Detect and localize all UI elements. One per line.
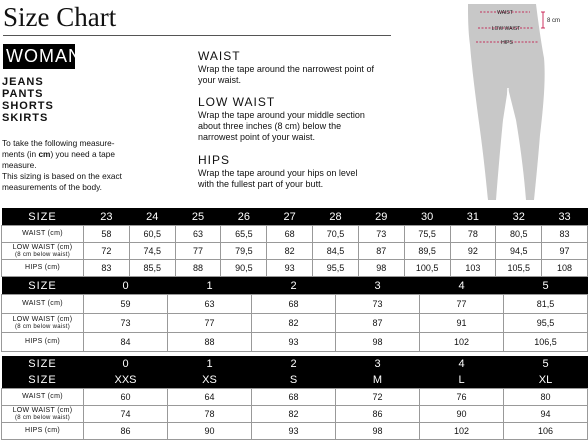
value-cell: 87	[336, 314, 420, 333]
page-title: Size Chart	[3, 2, 117, 32]
size-cell: 28	[313, 208, 359, 226]
row-label: HIPS (cm)	[2, 423, 84, 440]
size-cell: 5	[504, 356, 588, 372]
value-cell: 81,5	[504, 295, 588, 314]
size-cell: 3	[336, 277, 420, 295]
value-cell: 64	[168, 389, 252, 406]
size-label: SIZE	[2, 356, 84, 372]
value-cell: 95,5	[504, 314, 588, 333]
value-cell: 60	[84, 389, 168, 406]
value-cell: 98	[336, 423, 420, 440]
figure-waist-label: WAIST	[497, 10, 513, 16]
value-cell: 80	[504, 389, 588, 406]
row-label: HIPS (cm)	[2, 333, 84, 352]
size-table-numeric	[1, 208, 588, 277]
figure-low-waist-label: LOW WAIST	[491, 26, 521, 32]
size-cell: 3	[336, 356, 420, 372]
size-cell: 4	[420, 277, 504, 295]
size-cell: 2	[252, 356, 336, 372]
size-cell: 31	[450, 208, 496, 226]
value-cell: 92	[450, 243, 496, 260]
value-cell: 65,5	[221, 226, 267, 243]
hips-description: Wrap the tape around your hips on level with the fullest part of your butt.	[198, 168, 358, 189]
size-cell: 30	[404, 208, 450, 226]
intro-text	[2, 138, 192, 193]
value-cell: 90	[168, 423, 252, 440]
value-cell: 86	[84, 423, 168, 440]
value-cell: 68	[252, 389, 336, 406]
waist-heading: WAIST	[198, 49, 241, 63]
waist-description: Wrap the tape around the narrowest point of your waist.	[198, 64, 374, 85]
category-skirts: SKIRTS	[2, 112, 49, 124]
value-cell: 90,5	[221, 260, 267, 277]
intro-line-2: ments (in cm) you need a tape	[2, 149, 116, 159]
row-label: LOW WAIST (cm) (8 cm below waist)	[2, 314, 84, 333]
letter-size-header-row	[2, 372, 588, 389]
row-label: WAIST (cm)	[2, 389, 84, 406]
value-cell: 83	[542, 226, 588, 243]
value-cell: 70,5	[313, 226, 359, 243]
intro-line-3: measure.	[2, 160, 37, 170]
table-row	[2, 314, 588, 333]
value-cell: 78	[450, 226, 496, 243]
value-cell: 58	[84, 226, 130, 243]
value-cell: 102	[420, 333, 504, 352]
value-cell: 100,5	[404, 260, 450, 277]
row-label: LOW WAIST (cm) (8 cm below waist)	[2, 406, 84, 423]
value-cell: 59	[84, 295, 168, 314]
value-cell: 97	[542, 243, 588, 260]
value-cell: 77	[420, 295, 504, 314]
value-cell: 82	[267, 243, 313, 260]
value-cell: 102	[420, 423, 504, 440]
low-waist-heading: LOW WAIST	[198, 95, 276, 109]
value-cell: 73	[336, 295, 420, 314]
value-cell: 88	[168, 333, 252, 352]
size-label: SIZE	[2, 277, 84, 295]
value-cell: 89,5	[404, 243, 450, 260]
value-cell: 106,5	[504, 333, 588, 352]
figure-hips-label: HIPS	[501, 40, 513, 46]
value-cell: 91	[420, 314, 504, 333]
table-row	[2, 243, 588, 260]
size-header-row	[2, 356, 588, 372]
category-jeans: JEANS	[2, 76, 44, 88]
hips-heading: HIPS	[198, 153, 231, 167]
value-cell: 63	[168, 295, 252, 314]
intro-line-4: This sizing is based on the exact	[2, 171, 122, 181]
value-cell: 68	[252, 295, 336, 314]
table-row	[2, 423, 588, 440]
size-cell: 1	[168, 356, 252, 372]
letter-size-cell: XS	[168, 372, 252, 389]
category-shorts: SHORTS	[2, 100, 54, 112]
value-cell: 84,5	[313, 243, 359, 260]
value-cell: 80,5	[496, 226, 542, 243]
letter-size-cell: L	[420, 372, 504, 389]
value-cell: 106	[504, 423, 588, 440]
value-cell: 105,5	[496, 260, 542, 277]
value-cell: 82	[252, 314, 336, 333]
table-row	[2, 389, 588, 406]
category-pants: PANTS	[2, 88, 44, 100]
value-cell: 77	[175, 243, 221, 260]
table-row	[2, 333, 588, 352]
row-label: WAIST (cm)	[2, 295, 84, 314]
figure-gap-label: 8 cm	[547, 18, 561, 24]
value-cell: 78	[168, 406, 252, 423]
value-cell: 82	[252, 406, 336, 423]
intro-unit-bold: cm	[38, 149, 51, 159]
value-cell: 77	[168, 314, 252, 333]
value-cell: 79,5	[221, 243, 267, 260]
value-cell: 74	[84, 406, 168, 423]
size-header-row	[2, 208, 588, 226]
category-list	[2, 76, 54, 124]
size-cell: 1	[168, 277, 252, 295]
value-cell: 72	[84, 243, 130, 260]
value-cell: 88	[175, 260, 221, 277]
size-header-row	[2, 277, 588, 295]
size-cell: 24	[129, 208, 175, 226]
value-cell: 75,5	[404, 226, 450, 243]
size-label: SIZE	[2, 372, 84, 389]
woman-badge: WOMAN	[3, 44, 75, 69]
title-divider	[3, 35, 391, 36]
value-cell: 108	[542, 260, 588, 277]
value-cell: 98	[336, 333, 420, 352]
value-cell: 73	[358, 226, 404, 243]
table-row	[2, 226, 588, 243]
value-cell: 68	[267, 226, 313, 243]
value-cell: 72	[336, 389, 420, 406]
value-cell: 74,5	[129, 243, 175, 260]
row-label: LOW WAIST (cm) (8 cm below waist)	[2, 243, 84, 260]
value-cell: 98	[358, 260, 404, 277]
value-cell: 84	[84, 333, 168, 352]
value-cell: 95,5	[313, 260, 359, 277]
table-row	[2, 406, 588, 423]
letter-size-cell: XL	[504, 372, 588, 389]
table-row	[2, 260, 588, 277]
value-cell: 73	[84, 314, 168, 333]
size-cell: 25	[175, 208, 221, 226]
value-cell: 63	[175, 226, 221, 243]
value-cell: 60,5	[129, 226, 175, 243]
value-cell: 93	[252, 333, 336, 352]
size-cell: 29	[358, 208, 404, 226]
row-label: WAIST (cm)	[2, 226, 84, 243]
row-label: HIPS (cm)	[2, 260, 84, 277]
value-cell: 94	[504, 406, 588, 423]
letter-size-cell: M	[336, 372, 420, 389]
value-cell: 90	[420, 406, 504, 423]
intro-line-1: To take the following measure-	[2, 138, 115, 148]
intro-line-5: measurements of the body.	[2, 182, 102, 192]
value-cell: 87	[358, 243, 404, 260]
table-row	[2, 295, 588, 314]
value-cell: 83	[84, 260, 130, 277]
size-cell: 27	[267, 208, 313, 226]
value-cell: 103	[450, 260, 496, 277]
value-cell: 94,5	[496, 243, 542, 260]
letter-size-cell: XXS	[84, 372, 168, 389]
size-label: SIZE	[2, 208, 84, 226]
size-cell: 4	[420, 356, 504, 372]
size-cell: 33	[542, 208, 588, 226]
value-cell: 85,5	[129, 260, 175, 277]
value-cell: 93	[267, 260, 313, 277]
value-cell: 76	[420, 389, 504, 406]
value-cell: 86	[336, 406, 420, 423]
letter-size-cell: S	[252, 372, 336, 389]
size-cell: 23	[84, 208, 130, 226]
size-cell: 32	[496, 208, 542, 226]
size-cell: 2	[252, 277, 336, 295]
value-cell: 93	[252, 423, 336, 440]
size-table-index	[1, 277, 588, 352]
size-cell: 5	[504, 277, 588, 295]
size-cell: 26	[221, 208, 267, 226]
body-figure-illustration	[458, 0, 578, 206]
size-cell: 0	[84, 277, 168, 295]
size-table-letter	[1, 356, 588, 440]
size-cell: 0	[84, 356, 168, 372]
low-waist-description: Wrap the tape around your middle section about three inches (8 cm) below the narrowest point of your waist.	[198, 110, 365, 142]
